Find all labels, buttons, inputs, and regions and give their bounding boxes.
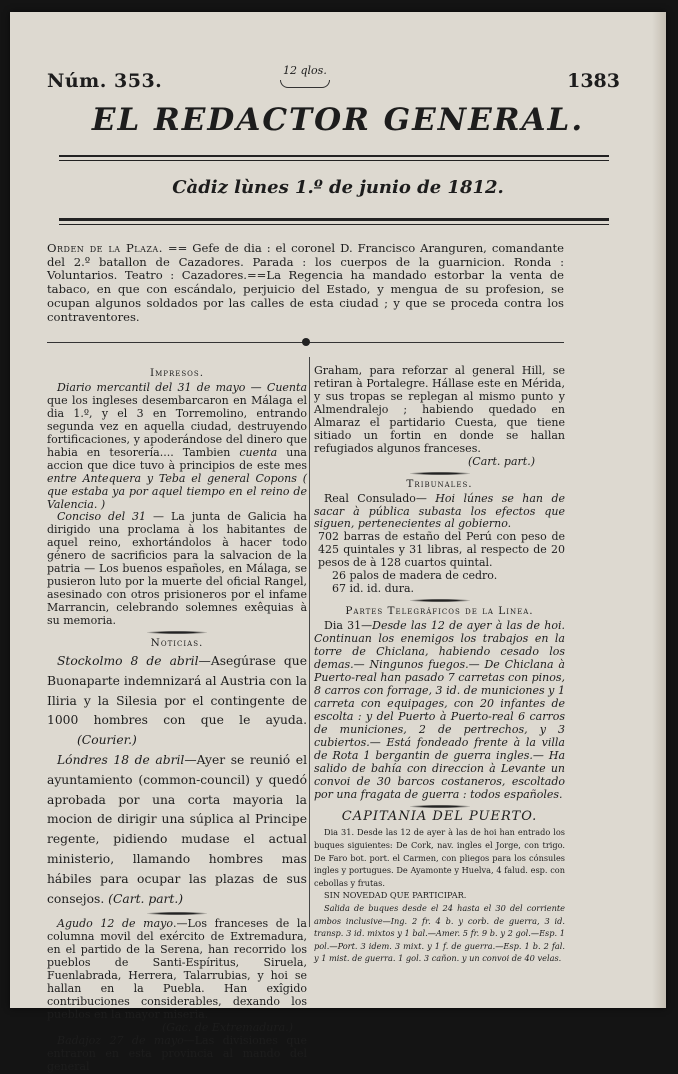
noticias-p2-text: —Ayer se reunió el ayuntamiento (common-council) y quedó aprobada por una corta mayoria la mocion de dirigir una súplica al Principe regente, pidiendo mudase el actual ministerio, llamando hombres mas hábiles para ocupar las plazas de sus consejos. (47, 753, 307, 906)
dateline: Càdiz lùnes 1.º de junio de 1812. (172, 177, 504, 198)
partes-paragraph (314, 620, 565, 801)
impresos-p1-cuenta: cuenta (239, 445, 278, 459)
impresos-paragraph-1 (47, 382, 307, 512)
noticias-p3-text: .—Los franceses de la columna movil del exército de Extremadura, en el partido de la Serena, han recorrido los pueblos de Santi-Espíritus, Siruela, Fuenlabrada, Herrera, Talarrubias, y hoi se hallan en la Puebla. Han exîgido contribuciones considerables, dexando los pueblos en la mayor miseria. (47, 917, 307, 1022)
tribunales-item-3: 67 id. id. dura. (332, 582, 415, 596)
ornament-rule-3 (410, 472, 470, 475)
right-column (314, 365, 565, 965)
noticias-p2-source: (Cart. part.) (108, 891, 184, 906)
noticias-p1-text: —Asegúrase que Buonaparte indemnizará al Austria con la Iliria y la Silesia por el contingente de 1000 hombres con que le ayuda. (47, 654, 307, 728)
continuation-paragraph (314, 365, 565, 456)
impresos-p2-text: — La junta de Galicia ha dirigido una proclama à los habitantes de aquel reino, exhortándolos à hacer todo género de sacrificios para la salvacion de la patria — Los buenos españoles, en Málaga, se pusieron luto por la muerte del oficial Rangel, asesinado con otros prisioneros por el infame Marrancin, celebrando solemnes exêquias à su memoria. (47, 510, 307, 628)
capitania-paragraph-3: Salida de buques desde el 24 hasta el 30 del corriente ambos inclusive—Ing. 2 fr. 4 b. y corb. de guerra, 3 id. transp. 3 id. mixtos y 1 bal.—Amer. 5 fr. 9 b. y 2 gol.—Esp. 1 pol.—Port. 3 idem. 3 mixt. y 1 f. de guerra.—Esp. 1 b. 2 fal. y 1 mist. de guerra. 1 gol. 3 cañon. y un convoi de 40 velas. (314, 903, 565, 964)
impresos-p1-italic: entre Antequera y Teba el general Copons ( que estaba ya por aquel tiempo en el reino de Valencia. ) (47, 471, 307, 511)
ornament-rule-5 (410, 805, 470, 808)
orden-text: == Gefe de dia : el coronel D. Francisco Aranguren, comandante del 2.º batallon de Cazadores. Parada : los cuerpos de la guarnicion. Ronda : Voluntarios. Teatro : Cazadores.==La Regencia ha mandado estorbar la venta de tabaco, en que con escándalo, perjuicio del Estado, y mengua de su profesion, se ocupan algunos soldados por las calles de esta ciudad ; y que se proceda contra los contraventores. (47, 241, 564, 324)
noticias-p2-lead: Lóndres 18 de abril (57, 753, 185, 767)
ornament-rule-4 (410, 599, 470, 602)
orden-de-la-plaza (47, 242, 564, 324)
noticias-body (47, 652, 307, 909)
noticias-p4-text: —Las divisiones que entraron en esta provincia al mando del general (47, 1033, 307, 1073)
masthead-row (47, 64, 620, 96)
handwritten-brace (280, 80, 330, 88)
page-number: 1383 (567, 70, 620, 92)
noticias-paragraph-2 (47, 751, 307, 909)
tribunales-text: — Hoi lúnes se han de sacar à pública subasta los efectos que siguen, pertenecientes al gobierno. (314, 491, 565, 531)
title-rule (59, 155, 609, 161)
noticias-heading: Noticias. (150, 637, 204, 650)
continuation-source: (Cart. part.) (467, 454, 535, 468)
noticias-p3-source: (Gac. de Extremadura.) (162, 1021, 293, 1034)
tribunales-item-1: 702 barras de estaño del Perú con peso de 425 quintales y 31 libras, al respecto de 20 pesos de à 128 cuartos quintal. (318, 530, 565, 570)
noticias-p3-lead: Agudo 12 de mayo (57, 917, 173, 931)
left-column (47, 365, 307, 1074)
impresos-p1-text: que los ingleses desembarcaron en Málaga el dia 1.º, y el 3 en Torremolino, entrando segunda vez en aquella ciudad, destruyendo fortificaciones, y apoderándose del dinero que habia en tesorería.... Tambien (47, 393, 307, 459)
noticias-paragraph-1 (47, 652, 307, 751)
noticias-p1-lead: Stockolmo 8 de abril (57, 654, 199, 669)
impresos-p1-text2: una accion que dice tuvo à principios de este mes (47, 445, 307, 472)
impresos-p2-lead: Conciso del 31 (57, 510, 147, 524)
capitania-body (314, 826, 565, 965)
tribunales-lead: Real Consulado (324, 491, 416, 505)
ornament-rule (147, 631, 207, 634)
partes-heading: Partes Telegráficos de la Linea. (345, 605, 534, 618)
tribunales-heading: Tribunales. (406, 477, 473, 490)
impresos-paragraph-2 (47, 511, 307, 628)
orden-label: Orden de la Plaza. (47, 241, 163, 255)
tribunales-paragraph (314, 493, 565, 532)
impresos-p1-lead: Diario mercantil del 31 de mayo — Cuenta (57, 380, 307, 394)
divider-ornament (302, 338, 310, 346)
capitania-heading: CAPITANIA DEL PUERTO. (341, 808, 538, 824)
continuation-text: Graham, para reforzar al general Hill, se retiran à Portalegre. Hállase este en Mérida, y sus tropas se replegan al mismo punto y Almendralejo ; habiendo quedado en Almaraz el partidario Cuesta, que tiene sitiado un fortin en donde se hallan refugiados algunos franceses. (314, 364, 565, 455)
handwritten-note: 12 qlos. (283, 64, 327, 77)
issue-number: Núm. 353. (47, 70, 163, 92)
page-edge-shadow (652, 12, 666, 1008)
capitania-paragraph-1: Dia 31. Desde las 12 de ayer à las de hoi han entrado los buques siguientes: De Cork, nav. ingles el Jorge, con trigo. De Faro bot. port. el Carmen, con pliegos para los cónsules ingles y portugues. De Ayamonte y Huelva, 4 falud. esp. con cebollas y frutas. (314, 827, 565, 888)
ornament-rule-2 (147, 912, 207, 915)
partes-text: —Desde las 12 de ayer à las de hoi. Continuan los enemigos los trabajos en la torre de Chiclana, habiendo cesado los demas.— Ningunos fuegos.— De Chiclana à Puerto-real han pasado 7 carretas con pinos, 8 carros con forrage, 3 id. de municiones y 1 carreta con equipages, con 20 infantes de escolta : y del Puerto à Puerto-real 6 carros de municiones, 2 de pertrechos, y 3 cubiertos.— Está fondeado frente à la villa de Rota 1 bergantin de guerra ingles.— Ha salido de bahía con direccion à Levante un convoi de 30 barcos costaneros, escoltado por una fragata de guerra : todos españoles. (314, 619, 565, 801)
partes-lead: Dia 31 (324, 619, 362, 633)
capitania-paragraph-2: SIN NOVEDAD QUE PARTICIPAR. (324, 890, 467, 901)
noticias-paragraph-4 (47, 1035, 307, 1074)
noticias-p1-source: (Courier.) (77, 733, 137, 748)
newspaper-page (10, 12, 666, 1073)
noticias-paragraph-3 (47, 918, 307, 1022)
noticias-p4-lead: Badajoz 27 de mayo (57, 1033, 184, 1047)
dateline-rule (59, 218, 609, 225)
impresos-heading: Impresos. (149, 367, 205, 379)
column-rule (309, 357, 310, 927)
newspaper-title: EL REDACTOR GENERAL. (91, 102, 585, 138)
tribunales-item-2: 26 palos de madera de cedro. (332, 569, 498, 583)
